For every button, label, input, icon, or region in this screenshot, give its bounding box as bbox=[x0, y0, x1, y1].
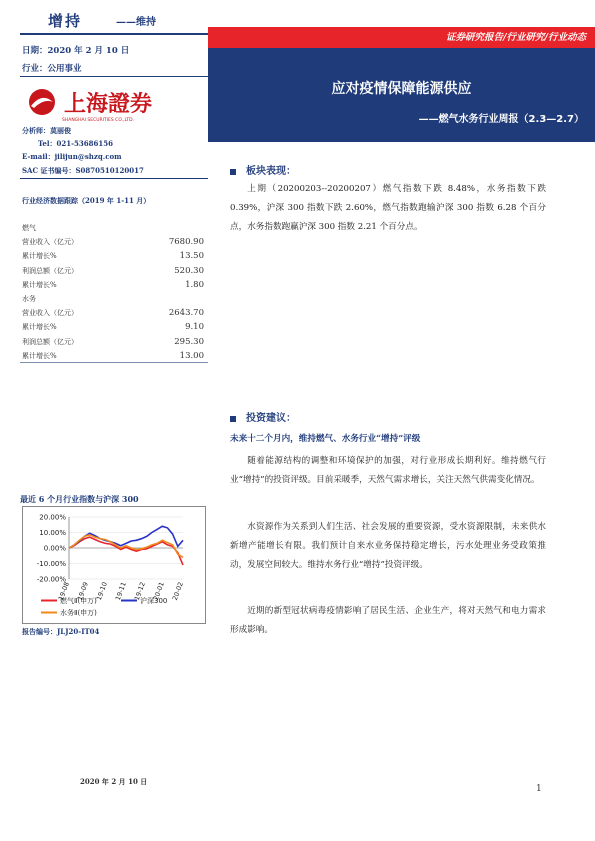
table-row-value: 13.50 bbox=[179, 251, 204, 262]
table-row-value: 13.00 bbox=[179, 350, 204, 361]
table-row-value bbox=[134, 292, 204, 306]
side-table-title: 行业经济数据跟踪（2019 年 1-11 月） bbox=[22, 196, 151, 205]
section-performance-heading bbox=[230, 162, 296, 177]
page-number: 1 bbox=[536, 784, 542, 794]
y-tick-label: 0.00% bbox=[43, 544, 66, 553]
table-row bbox=[22, 264, 204, 278]
table-row bbox=[22, 306, 204, 320]
analyst-name: 分析师：莫丽俊 bbox=[22, 126, 71, 135]
analyst-tel: Tel：021-53686156 bbox=[38, 139, 114, 148]
side-table-rule bbox=[20, 362, 208, 363]
table-row-value: 520.30 bbox=[174, 265, 204, 276]
table-row-label: 累计增长% bbox=[22, 351, 57, 360]
table-row-value bbox=[134, 221, 204, 235]
rating-main: 增持 bbox=[48, 12, 83, 30]
table-row-label: 累计增长% bbox=[22, 280, 57, 289]
report-date: 日期：2020 年 2 月 10 日 bbox=[22, 46, 130, 56]
x-tick-label: 19-10 bbox=[94, 580, 109, 602]
table-row bbox=[22, 335, 204, 349]
table-row bbox=[22, 278, 204, 292]
table-row-value: 295.30 bbox=[174, 336, 204, 347]
chart-box bbox=[22, 506, 206, 624]
report-title: 应对疫情保障能源供应 bbox=[331, 81, 472, 97]
sidebar-rule-2 bbox=[20, 178, 208, 179]
legend-label: 燃气Ⅱ(申万) bbox=[60, 597, 97, 605]
table-row bbox=[22, 320, 204, 334]
advice-paragraph-3: 近期的新型冠状病毒疫情影响了居民生活、企业生产，将对天然气和电力需求形成影响。 bbox=[230, 606, 546, 635]
table-row-label: 利润总额（亿元） bbox=[22, 337, 78, 346]
y-tick-label: 10.00% bbox=[39, 529, 66, 537]
table-row-label: 营业收入（亿元） bbox=[22, 309, 78, 318]
table-row bbox=[22, 292, 204, 306]
legend-label: 水务Ⅱ(申万) bbox=[60, 609, 97, 617]
sidebar-top-rule bbox=[20, 33, 208, 35]
table-row-label: 水务 bbox=[22, 295, 36, 304]
report-code: 报告编号：JLJ20-IT04 bbox=[22, 627, 100, 636]
index-chart bbox=[23, 507, 205, 623]
table-row-label: 累计增长% bbox=[22, 252, 57, 261]
x-tick-label: 20-02 bbox=[170, 580, 185, 602]
analyst-sac: SAC 证书编号：S0870510120017 bbox=[22, 166, 144, 175]
table-row-value: 7680.90 bbox=[168, 237, 204, 248]
company-logo bbox=[20, 84, 202, 120]
table-row bbox=[22, 235, 204, 249]
sidebar-rule bbox=[20, 76, 208, 77]
table-row-value: 1.80 bbox=[185, 279, 204, 290]
y-tick-label: -10.00% bbox=[36, 560, 66, 568]
table-row-value: 9.10 bbox=[185, 322, 204, 333]
table-row-label: 营业收入（亿元） bbox=[22, 238, 78, 247]
x-tick-label: 20-01 bbox=[151, 580, 166, 602]
table-row-label: 累计增长% bbox=[22, 323, 57, 332]
x-tick-label: 19-09 bbox=[75, 580, 90, 602]
rating-sub: ——维持 bbox=[116, 17, 156, 28]
bullet-square-icon bbox=[230, 169, 236, 175]
section-advice-label: 投资建议： bbox=[246, 413, 296, 424]
table-row-label: 燃气 bbox=[22, 224, 36, 233]
advice-paragraph-1: 随着能源结构的调整和环境保护的加强，对行业形成长期利好。维持燃气行业“增持”的投资评级。目前采暖季，天然气需求增长，关注天然气供需变化情况。 bbox=[230, 456, 546, 485]
table-row-value: 2643.70 bbox=[168, 308, 204, 319]
legend-label: 沪深300 bbox=[140, 597, 168, 605]
report-subtitle: ——燃气水务行业周报（2.3—2.7） bbox=[418, 114, 584, 125]
advice-lead: 未来十二个月内，维持燃气、水务行业“增持”评级 bbox=[230, 434, 421, 444]
table-row bbox=[22, 249, 204, 263]
industry: 行业：公用事业 bbox=[22, 64, 82, 74]
analyst-email[interactable]: E-mail：jilijun@shzq.com bbox=[22, 152, 122, 161]
svg-text:上海證券: 上海證券 bbox=[64, 91, 153, 117]
table-row-label: 利润总额（亿元） bbox=[22, 266, 78, 275]
report-category: 证券研究报告/行业研究/行业动态 bbox=[446, 32, 586, 43]
bullet-square-icon bbox=[230, 416, 236, 422]
x-tick-label: 19-12 bbox=[132, 580, 147, 602]
performance-paragraph bbox=[230, 180, 546, 237]
advice-paragraph-2: 水资源作为关系到人们生活、社会发展的重要资源，受水资源限制，未来供水新增产能增长有限。我们预计自来水业务保持稳定增长，污水处理业务受政策推动，发展空间较大。维持水务行业“增持”投资评级。 bbox=[230, 522, 546, 570]
footer-date: 2020 年 2 月 10 日 bbox=[80, 777, 148, 786]
section-advice-heading bbox=[230, 409, 296, 424]
x-tick-label: 19-11 bbox=[113, 580, 128, 602]
y-tick-label: -20.00% bbox=[36, 575, 66, 584]
logo-en: SHANGHAI SECURITIES CO.,LTD. bbox=[62, 118, 135, 123]
chart-title: 最近 6 个月行业指数与沪深 300 bbox=[20, 494, 139, 504]
x-tick-label: 19-08 bbox=[56, 580, 71, 602]
table-row bbox=[22, 221, 204, 235]
table-row bbox=[22, 349, 204, 363]
section-performance-label: 板块表现： bbox=[246, 166, 296, 177]
y-tick-label: 20.00% bbox=[39, 513, 66, 522]
performance-text: 上期（20200203--20200207）燃气指数下跌 8.48%，水务指数下跌 0.39%，沪深 300 指数下跌 2.60%，燃气指数跑输沪深 300 指数 6.28 个百分点，水务指数跑赢沪深 300 指数 2.21 个百分点。 bbox=[230, 184, 546, 232]
industry-data-table bbox=[22, 221, 204, 363]
